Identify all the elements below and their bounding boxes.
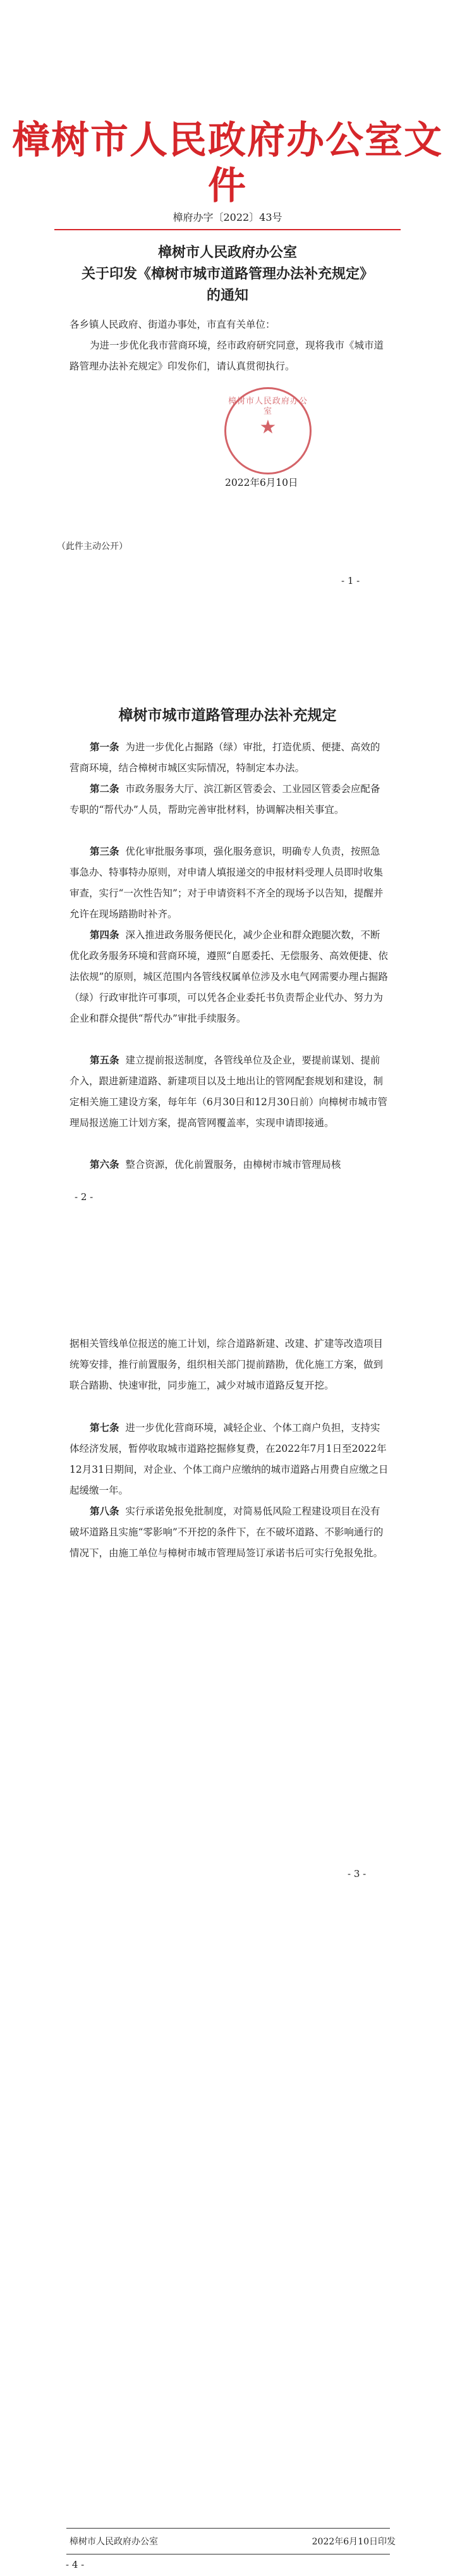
seal-text: 樟树市人民政府办公室	[228, 397, 308, 416]
regulation-title: 樟树市城市道路管理办法补充规定	[118, 707, 337, 724]
page-1	[0, 0, 455, 644]
article-text: 实行承诺免报免批制度，对简易低风险工程建设项目在没有破坏道路且实施“零影响”不开挖的条件下，在不破坏道路、不影响通行的情况下，由施工单位与樟树市城市管理局签订承诺书后可实行免报免批。	[70, 1506, 384, 1559]
header-title: 樟树市人民政府办公室文件	[12, 118, 443, 208]
article-1	[70, 736, 389, 779]
article-8	[70, 1501, 389, 1564]
article-3	[70, 841, 389, 925]
article-6-continued: 据相关管线单位报送的施工计划，综合道路新建、改建、扩建等改造项目统筹安排，推行前置服务，组织相关部门提前踏勘，优化施工方案，做到联合踏勘、快速审批，同步施工，减少对城市道路反复开挖。	[70, 1338, 384, 1391]
article-text: 建立提前报送制度，各管线单位及企业，要提前谋划、提前介入，跟进新建道路、新建项目以及土地出让的管网配套规划和建设，制定相关施工建设方案，每年年（6月30日和12月30日前）向樟树市城市管理局报送施工计划方案，提高管网覆盖率，实现申请即接通。	[70, 1055, 388, 1129]
article-label: 第五条	[90, 1054, 119, 1066]
footer-print-date: 2022年6月10日印发	[312, 2537, 396, 2547]
official-seal	[224, 387, 312, 474]
notice-body	[70, 335, 389, 377]
doc-number: 樟府办字〔2022〕43号	[173, 211, 282, 223]
footer-rule-top	[66, 2528, 390, 2529]
notice-title-line3: 的通知	[206, 287, 248, 304]
article-text: 进一步优化营商环境，减轻企业、个体工商户负担，支持实体经济发展，暂停收取城市道路挖掘修复费，在2022年7月1日至2022年12月31日期间，对企业、个体工商户应缴纳的城市道路占用费自应缴之日起缓缴一年。	[70, 1422, 389, 1496]
article-4	[70, 924, 389, 1029]
footer-issuer: 樟树市人民政府办公室	[70, 2537, 158, 2547]
article-label: 第八条	[90, 1505, 119, 1517]
issue-date: 2022年6月10日	[225, 477, 298, 488]
page-number-4: - 4 -	[66, 2559, 85, 2570]
page-number-3: - 3 -	[348, 1868, 367, 1879]
seal-star-icon: ★	[259, 416, 277, 438]
article-label: 第四条	[90, 929, 119, 941]
article-label: 第一条	[90, 741, 119, 753]
page-4	[0, 1932, 455, 2576]
page-2	[0, 644, 455, 1288]
article-2	[70, 778, 389, 820]
red-divider	[54, 229, 401, 230]
article-text: 为进一步优化占掘路（绿）审批，打造优质、便捷、高效的营商环境，结合樟树市城区实际情况，特制定本办法。	[70, 741, 380, 774]
notice-title-line1: 樟树市人民政府办公室	[157, 244, 297, 261]
page-3	[0, 1288, 455, 1932]
article-text: 整合资源，优化前置服务，由樟树市城市管理局核	[125, 1159, 341, 1170]
article-text: 深入推进政务服务便民化，减少企业和群众跑腿次数，不断优化政务服务环境和营商环境，遵照“自愿委托、无偿服务、高效便捷、依法依规”的原则，城区范围内各管线权属单位涉及水电气网需要办理占掘路（绿）行政审批许可事项，可以凭各企业委托书负责帮企业代办、努力为企业和群众提供“帮代办”审批手续服务。	[70, 929, 388, 1024]
article-5	[70, 1050, 389, 1134]
article-7	[70, 1417, 389, 1501]
article-text: 优化审批服务事项，强化服务意识，明确专人负责，按照急事急办、特事特办原则，对申请人填报递交的申报材料受理人员即时收集审查，实行“一次性告知”；对于申请资料不齐全的现场予以告知，提醒并允许在现场踏勘时补齐。	[70, 846, 384, 920]
notice-body-text: 为进一步优化我市营商环境，经市政府研究同意，现将我市《城市道路管理办法补充规定》印发你们，请认真贯彻执行。	[70, 340, 384, 372]
page-number-1: - 1 -	[341, 575, 360, 586]
page-number-2: - 2 -	[75, 1191, 94, 1203]
notice-title-line2: 关于印发《樟树市城市道路管理办法补充规定》	[81, 266, 373, 282]
article-text: 市政务服务大厅、滨江新区管委会、工业园区管委会应配备专职的“帮代办”人员，帮助完善审批材料，协调解决相关事宜。	[70, 783, 380, 815]
public-note: （此件主动公开）	[57, 542, 128, 552]
article-label: 第三条	[90, 845, 119, 857]
salutation: 各乡镇人民政府、街道办事处，市直有关单位：	[70, 319, 276, 330]
article-label: 第六条	[90, 1158, 119, 1170]
article-label: 第七条	[90, 1421, 119, 1434]
article-label: 第二条	[90, 783, 119, 795]
article-6-start	[70, 1154, 389, 1175]
